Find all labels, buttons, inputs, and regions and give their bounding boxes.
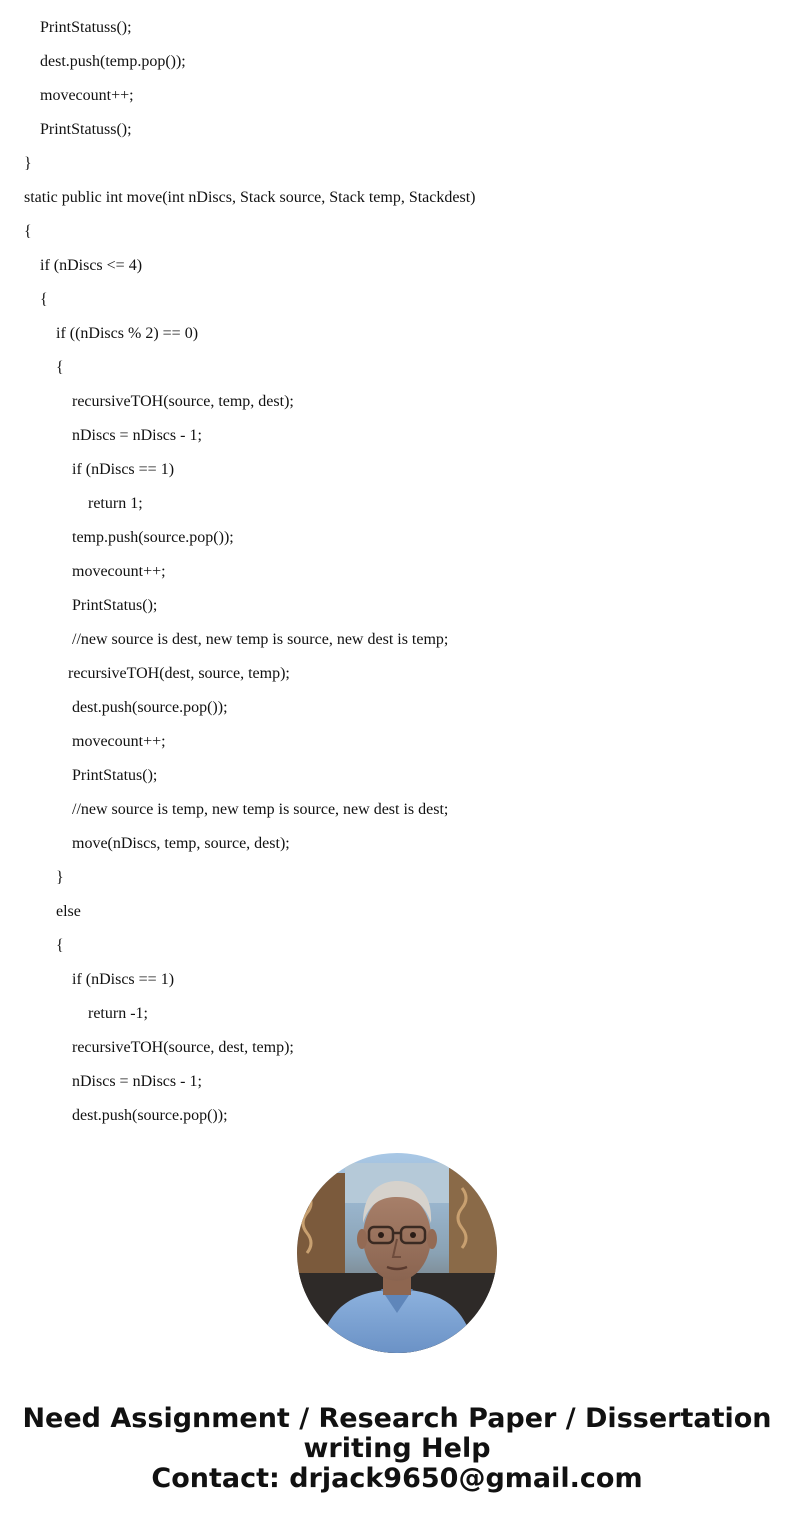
code-line: movecount++;: [40, 87, 134, 104]
code-line: static public int move(int nDiscs, Stack source, Stack temp, Stackdest): [24, 189, 476, 206]
code-line: {: [40, 291, 48, 308]
code-line: return -1;: [88, 1005, 148, 1022]
code-line: nDiscs = nDiscs - 1;: [72, 1073, 202, 1090]
code-line: dest.push(source.pop());: [72, 699, 228, 716]
code-line: recursiveTOH(source, dest, temp);: [72, 1039, 294, 1056]
code-line: recursiveTOH(dest, source, temp);: [68, 665, 290, 682]
author-avatar: [297, 1153, 497, 1353]
code-line: }: [56, 869, 64, 886]
code-line: nDiscs = nDiscs - 1;: [72, 427, 202, 444]
code-line: {: [56, 937, 64, 954]
code-line: recursiveTOH(source, temp, dest);: [72, 393, 294, 410]
code-line: if (nDiscs == 1): [72, 461, 175, 478]
code-line: else: [56, 903, 81, 920]
code-line: PrintStatus();: [72, 767, 158, 784]
code-line: }: [24, 155, 32, 172]
code-line: dest.push(temp.pop());: [40, 53, 186, 70]
code-line: //new source is dest, new temp is source, new dest is temp;: [72, 631, 449, 648]
code-line: {: [56, 359, 64, 376]
code-line: if (nDiscs <= 4): [40, 257, 143, 274]
code-line: PrintStatuss();: [40, 19, 132, 36]
code-line: //new source is temp, new temp is source, new dest is dest;: [72, 801, 449, 818]
code-line: movecount++;: [72, 733, 166, 750]
code-line: {: [24, 223, 32, 240]
code-line: movecount++;: [72, 563, 166, 580]
code-line: dest.push(source.pop());: [72, 1107, 228, 1124]
code-line: if ((nDiscs % 2) == 0): [56, 325, 199, 342]
code-line: return 1;: [88, 495, 143, 512]
footer-line-2: writing Help: [303, 1433, 491, 1464]
footer-line-1: Need Assignment / Research Paper / Dissertation: [22, 1403, 772, 1434]
person-photo-icon: [297, 1153, 497, 1353]
code-line: move(nDiscs, temp, source, dest);: [72, 835, 290, 852]
code-line: PrintStatuss();: [40, 121, 132, 138]
code-line: temp.push(source.pop());: [72, 529, 234, 546]
code-line: PrintStatus();: [72, 597, 158, 614]
code-line: if (nDiscs == 1): [72, 971, 175, 988]
footer-contact: Contact: drjack9650@gmail.com: [151, 1463, 643, 1494]
